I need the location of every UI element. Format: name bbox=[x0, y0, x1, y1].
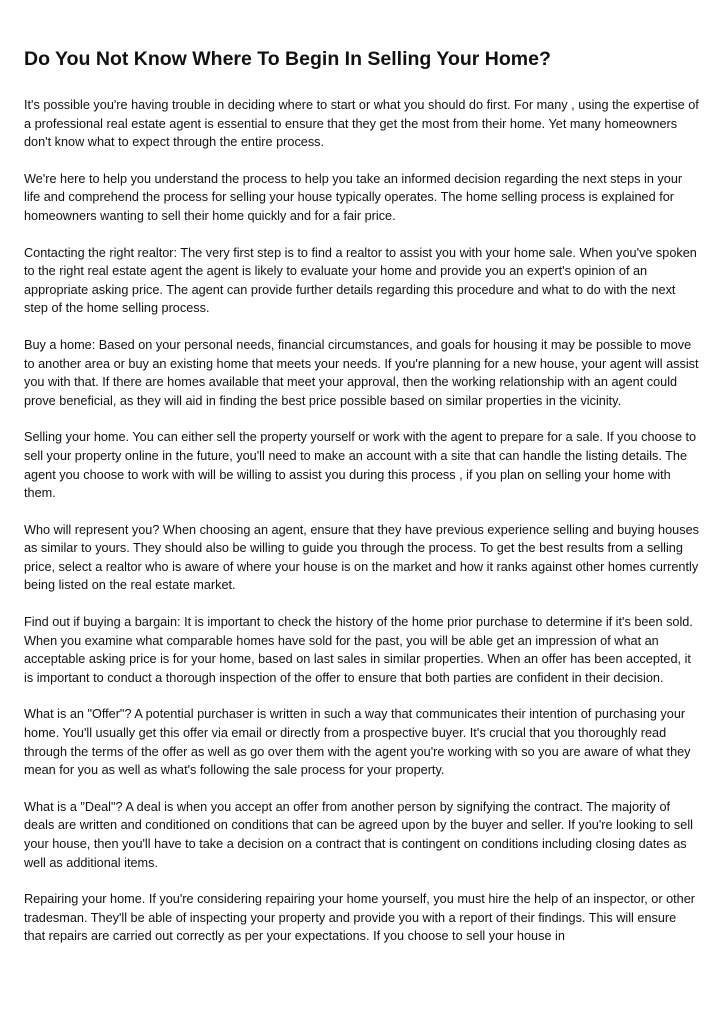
paragraph-selling-your-home: Selling your home. You can either sell the property yourself or work with the agent to prepare for a sale. If you choose to sell your property online in the future, you'll need to make an account with a site that can handle the listing details. The agent you choose to work with will be willing to assist you during this process , if you plan on selling your home with them. bbox=[24, 430, 697, 501]
paragraph-buy-a-home: Buy a home: Based on your personal needs, financial circumstances, and goals for housing it may be possible to move to another area or buy an existing home that meets your needs. If you're planning for a new house, your agent will assist you with that. If there are homes available that meet your approval, then the working relationship with an agent could prove beneficial, as they will aid in finding the best price possible based on similar properties in the vicinity. bbox=[24, 337, 699, 408]
paragraph-what-is-deal: What is a "Deal"? A deal is when you accept an offer from another person by signifying the contract. The majority of deals are written and conditioned on conditions that can be agreed upon by the buyer and seller. If you're looking to sell your house, then you'll have to take a decision on a contract that is contingent on conditions including closing dates as well as additional items. bbox=[24, 799, 693, 870]
paragraph-contacting-realtor: Contacting the right realtor: The very first step is to find a realtor to assist you with your home sale. When you've spoken to the right real estate agent the agent is likely to evaluate your home and provide you an expert's opinion of an appropriate asking price. The agent can provide further details regarding this procedure and what to do with the next step of the home selling process. bbox=[24, 245, 697, 316]
page-title: Do You Not Know Where To Begin In Selling Your Home? bbox=[24, 48, 551, 70]
paragraph-buying-bargain: Find out if buying a bargain: It is important to check the history of the home prior purchase to determine if it's been sold. When you examine what comparable homes have sold for the past, you will be able get an impression of what an acceptable asking price is for your home, based on last sales in similar properties. When an offer has been accepted, it is important to conduct a thorough inspection of the offer to ensure that both parties are confident in their decision. bbox=[24, 615, 693, 685]
article bbox=[24, 46, 700, 946]
paragraph-intro: It's possible you're having trouble in deciding where to start or what you should do first. For many , using the expertise of a professional real estate agent is essential to ensure that they get the most from their home. Yet many homeowners don't know what to expect through the entire process. bbox=[24, 98, 699, 150]
paragraph-who-will-represent: Who will represent you? When choosing an agent, ensure that they have previous experience selling and buying houses as similar to yours. They should also be willing to guide you through the process. To get the best results from a selling price, select a realtor who is aware of where your house is on the market and how it ranks against other homes currently being listed on the real estate market. bbox=[24, 522, 699, 593]
paragraph-understand-process: We're here to help you understand the process to help you take an informed decision regarding the next steps in your life and comprehend the process for selling your house typically operates. The home selling process is explained for homeowners wanting to sell their home quickly and for a fair price. bbox=[24, 171, 683, 223]
paragraph-what-is-offer: What is an "Offer"? A potential purchaser is written in such a way that communicates their intention of purchasing your home. You'll usually get this offer via email or directly from a prospective buyer. It's crucial that you thoroughly read through the terms of the offer as well as go over them with the agent you're working with so you are aware of what they mean for you as well as what's following the sale process for your property. bbox=[24, 707, 691, 778]
paragraph-repairing-home: Repairing your home. If you're considering repairing your home yourself, you must hire the help of an inspector, or other tradesman. They'll be able of inspecting your property and provide you with a report of their findings. This will ensure that repairs are carried out correctly as per your expectations. If you choose to sell your house in bbox=[24, 892, 695, 944]
